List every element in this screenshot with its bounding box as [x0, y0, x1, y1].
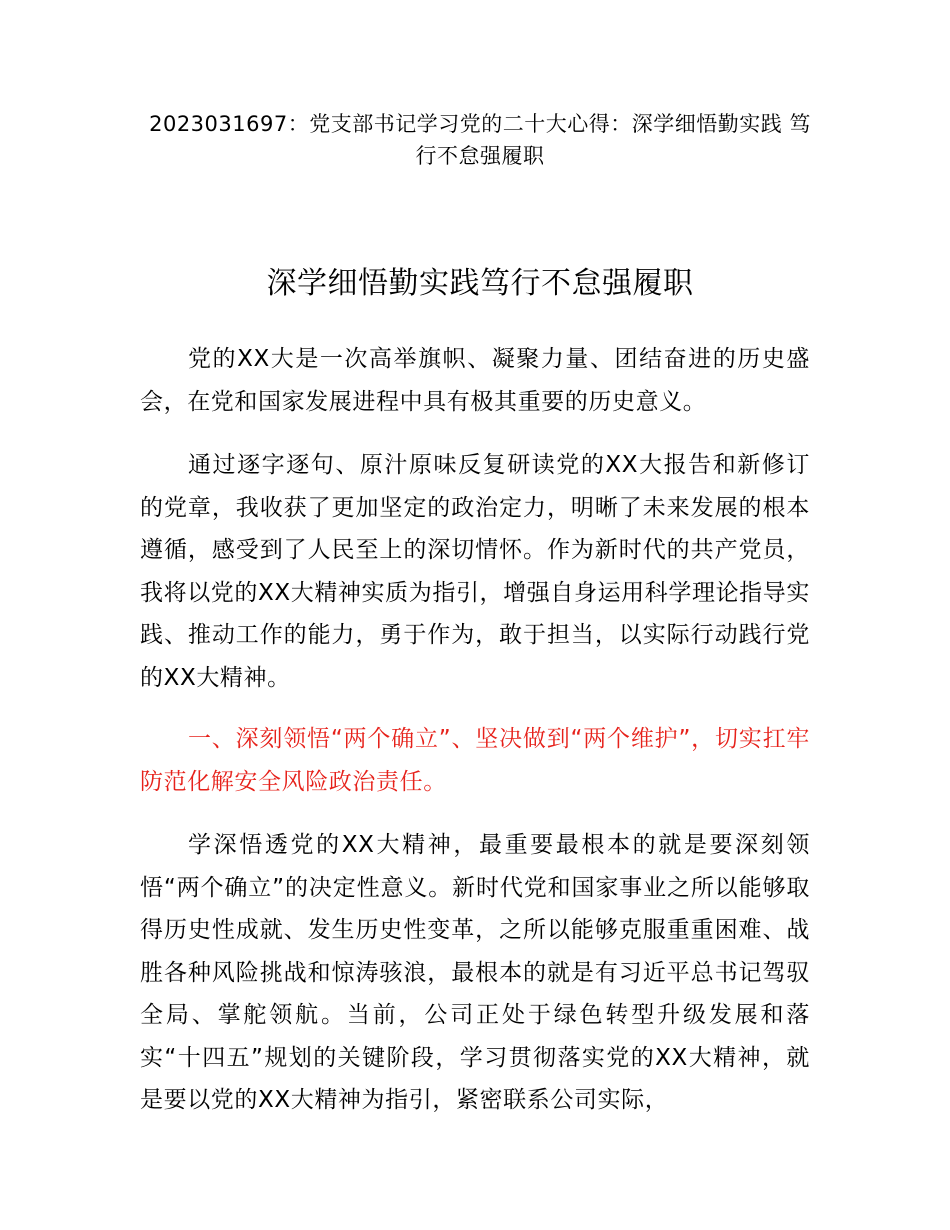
document-header: 2023031697：党支部书记学习党的二十大心得：深学细悟勤实践 笃行不怠强履职 — [149, 112, 811, 168]
paragraph-study: 通过逐字逐句、原汁原味反复研读党的XX大报告和新修订的党章，我收获了更加坚定的政治定力，明晰了未来发展的根本遵循，感受到了人民至上的深切情怀。作为新时代的共产党员，我将以党的XX大精神实质为指引，增强自身运用科学理论指导实践、推动工作的能力，勇于作为，敢于担当，以实际行动践行党的XX大精神。 — [140, 452, 810, 691]
section-heading-one: 一、深刻领悟“两个确立”、坚决做到“两个维护”，切实扛牢防范化解安全风险政治责任。 — [140, 726, 810, 795]
document-title: 深学细悟勤实践笃行不怠强履职 — [266, 266, 694, 301]
paragraph-intro: 党的XX大是一次高举旗帜、凝聚力量、团结奋进的历史盛会，在党和国家发展进程中具有极其重要的历史意义。 — [140, 346, 810, 415]
document-page — [140, 0, 820, 1230]
paragraph-section-one-body: 学深悟透党的XX大精神，最重要最根本的就是要深刻领悟“两个确立”的决定性意义。新时代党和国家事业之所以能够取得历史性成就、发生历史性变革，之所以能够克服重重困难、战胜各种风险挑战和惊涛骇浪，最根本的就是有习近平总书记驾驭全局、掌舵领航。当前，公司正处于绿色转型升级发展和落实“十四五”规划的关键阶段，学习贯彻落实党的XX大精神，就是要以党的XX大精神为指引，紧密联系公司实际， — [140, 832, 810, 1113]
